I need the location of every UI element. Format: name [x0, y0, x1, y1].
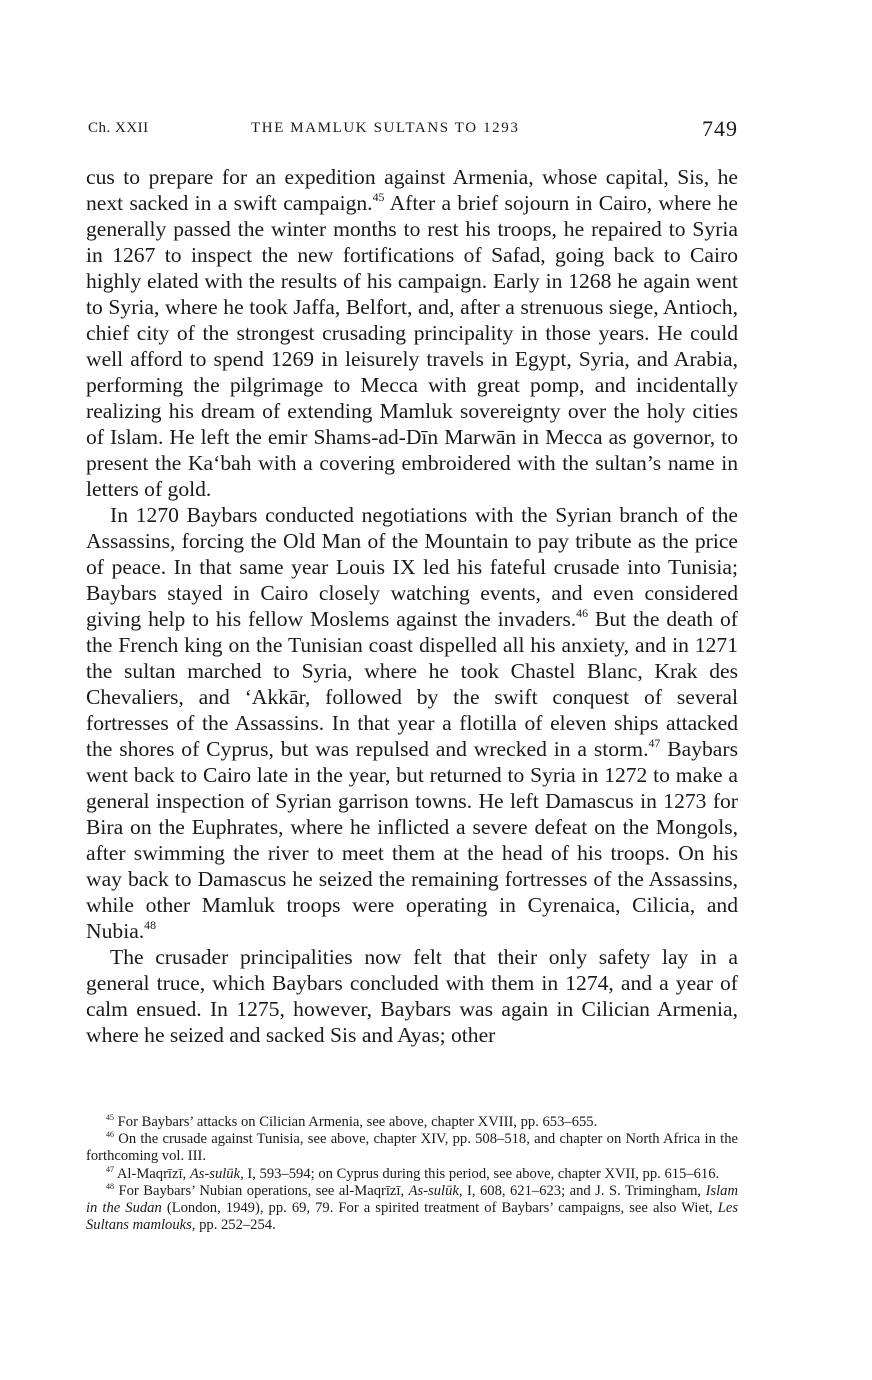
footnote-text: For Baybars’ Nubian operations, see al-Maqrīzī, [118, 1182, 409, 1199]
footnote-italic-title: As-sulūk, [408, 1182, 463, 1199]
paragraph-3-text: The crusader principalities now felt that their only safety lay in a general truce, which Baybars concluded with them in 1274, and a year of calm ensued. In 1275, however, Baybars was again in Cilician Armenia, where he seized and sacked Sis and Ayas; other [86, 945, 738, 1047]
footnote-italic-title: Les Sultans mamlouks, [86, 1200, 738, 1234]
running-title: THE MAMLUK SULTANS TO 1293 [251, 120, 520, 136]
paragraph-3 [86, 944, 738, 1048]
footnote-number: 45 [106, 1112, 115, 1122]
footnote-ref-45: 45 [372, 190, 385, 205]
footnote-ref-46: 46 [576, 606, 588, 621]
footnote-number: 48 [106, 1181, 115, 1191]
footnote-text: Al-Maqrīzī, [116, 1165, 190, 1182]
paragraph-2 [86, 502, 738, 944]
footnote-48 [86, 1183, 738, 1235]
footnote-45 [86, 1114, 738, 1131]
footnote-text: For Baybars’ attacks on Cilician Armenia, see above, chapter XVIII, pp. 653–655. [117, 1114, 598, 1130]
footnotes [86, 1114, 738, 1234]
footnote-italic-title: Islam in the Sudan [86, 1182, 738, 1217]
footnote-italic-title: As-sulūk, [189, 1165, 244, 1182]
paragraph-1-text-a: cus to prepare for an expedition against Armenia, whose capital, Sis, he next sacked in a swift campaign. [86, 165, 738, 215]
footnote-number: 46 [106, 1130, 115, 1140]
footnote-text: On the crusade against Tunisia, see above, chapter XIV, pp. 508–518, and chapter on North Africa in the forthcoming vol. III. [86, 1131, 738, 1165]
book-page [86, 0, 738, 1380]
footnote-text: I, 608, 621–623; and J. S. Trimingham, [462, 1182, 706, 1199]
footnote-text: (London, 1949), pp. 69, 79. For a spirited treatment of Baybars’ campaigns, see also Wiet, [161, 1200, 718, 1217]
footnote-46 [86, 1131, 738, 1165]
footnote-47 [86, 1166, 738, 1183]
paragraph-1 [86, 164, 738, 502]
footnote-number: 47 [106, 1164, 115, 1174]
paragraph-2-text-c: Baybars went back to Cairo late in the year, but returned to Syria in 1272 to make a general inspection of Syrian garrison towns. He left Damascus in 1273 for Bira on the Euphrates, where he inflicted a severe defeat on the Mongols, after swimming the river to meet them at the head of his troops. On his way back to Damascus he seized the remaining fortresses of the Assassins, while other Mamluk troops were operating in Cyrenaica, Cilicia, and Nubia. [86, 737, 738, 943]
footnote-ref-48: 48 [144, 918, 157, 933]
running-head [86, 116, 738, 146]
chapter-label: Ch. XXII [88, 120, 149, 136]
main-text [86, 164, 738, 1048]
footnote-text: pp. 252–254. [195, 1217, 276, 1234]
page-number: 749 [702, 116, 738, 141]
paragraph-1-text-b: After a brief sojourn in Cairo, where he generally passed the winter months to rest his troops, he repaired to Syria in 1267 to inspect the new fortifications of Safad, going back to Cairo highly elated with the results of his campaign. Early in 1268 he again went to Syria, where he took Jaffa, Belfort, and, after a strenuous siege, Antioch, chief city of the strongest crusading principality in those years. He could well afford to spend 1269 in leisurely travels in Egypt, Syria, and Arabia, performing the pilgrimage to Mecca with great pomp, and incidentally realizing his dream of extending Mamluk sovereignty over the holy cities of Islam. He left the emir Shams-ad-Dīn Marwān in Mecca as governor, to present the Ka‘bah with a covering embroidered with the sultan’s name in letters of gold. [86, 191, 738, 501]
footnote-ref-47: 47 [648, 736, 661, 751]
paragraph-2-text-a: In 1270 Baybars conducted negotiations with the Syrian branch of the Assassins, forcing the Old Man of the Mountain to pay tribute as the price of peace. In that same year Louis IX led his fateful crusade into Tunisia; Baybars stayed in Cairo closely watching events, and even considered giving help to his fellow Moslems against the invaders. [86, 503, 738, 631]
paragraph-2-text-b: But the death of the French king on the Tunisian coast dispelled all his anxiety, and in 1271 the sultan marched to Syria, where he took Chastel Blanc, Krak des Chevaliers, and ‘Akkār, followed by the swift conquest of several fortresses of the Assassins. In that year a flotilla of eleven ships attacked the shores of Cyprus, but was repulsed and wrecked in a storm. [86, 607, 738, 761]
footnote-text: I, 593–594; on Cyprus during this period, see above, chapter XVII, pp. 615–616. [243, 1165, 720, 1182]
